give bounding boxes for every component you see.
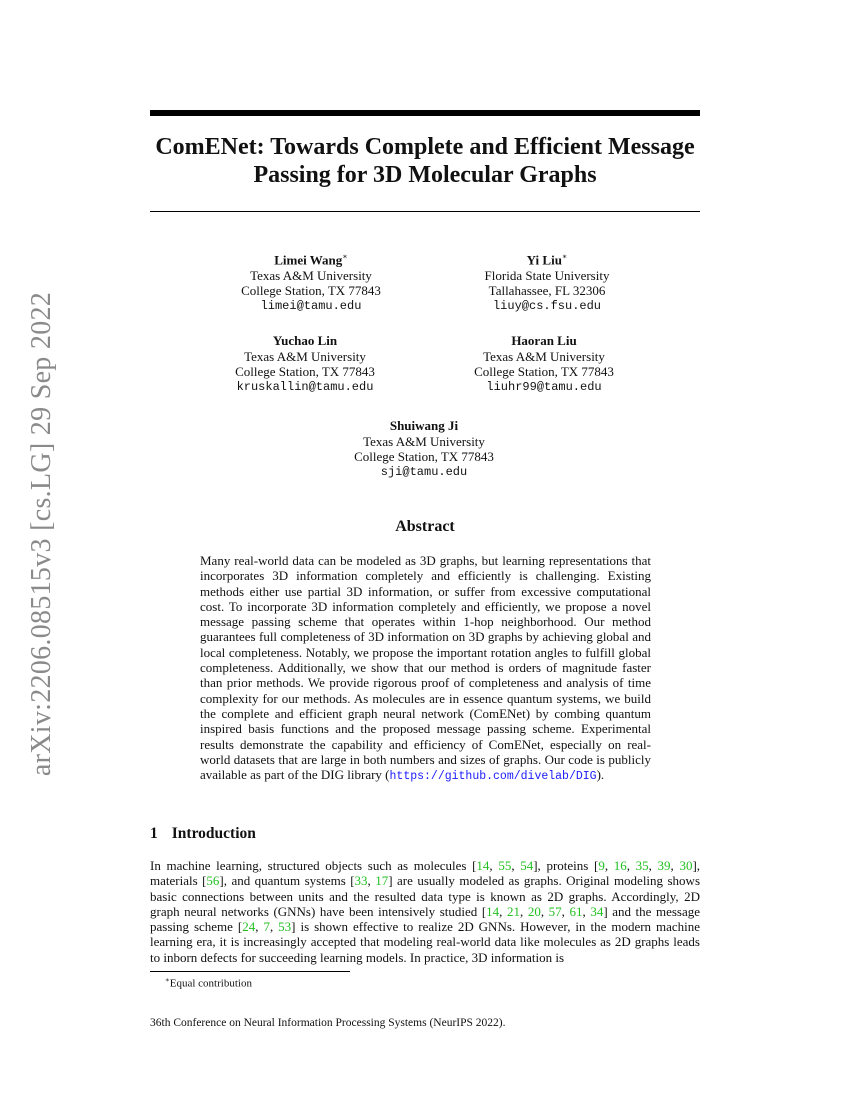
author-name: Haoran Liu	[511, 333, 577, 348]
intro-text: ], proteins [	[533, 858, 599, 873]
intro-text: ,	[255, 919, 264, 935]
intro-text: ], materials [	[150, 858, 701, 889]
author-affiliation: Texas A&M University	[363, 433, 485, 449]
author-affiliation: Texas A&M University	[250, 267, 372, 283]
abstract-heading: Abstract	[395, 518, 455, 535]
introduction-paragraph	[150, 858, 700, 965]
citation-link[interactable]: 55	[498, 858, 512, 873]
citation-link[interactable]: 30	[679, 858, 693, 873]
intro-text: ,	[626, 858, 636, 873]
section-heading	[150, 825, 256, 843]
equal-contribution-mark: ∗	[342, 252, 348, 261]
code-repository-link[interactable]: https://github.com/divelab/DIG	[389, 770, 597, 784]
intro-text: ,	[648, 858, 658, 873]
abstract-text	[200, 553, 651, 784]
citation-link[interactable]: 57	[548, 903, 562, 919]
section-title: Introduction	[171, 825, 256, 842]
author-block	[181, 249, 441, 314]
footnote	[165, 976, 252, 990]
abstract-end: ).	[596, 767, 605, 783]
equal-contribution-mark: ∗	[561, 252, 568, 261]
conference-note: 36th Conference on Neural Information Processing Systems (NeurIPS 2022).	[150, 1017, 506, 1029]
author-affiliation: Florida State University	[484, 267, 610, 283]
author-location: College Station, TX 77843	[235, 364, 375, 379]
intro-text: ,	[367, 873, 376, 889]
author-block	[175, 333, 435, 395]
citation-link[interactable]: 14	[486, 903, 500, 919]
citation-link[interactable]: 20	[527, 903, 541, 919]
intro-text: In machine learning, structured objects such as molecules [	[150, 858, 477, 873]
title-bottom-rule	[150, 211, 700, 212]
intro-text: ,	[499, 903, 507, 919]
citation-link[interactable]: 33	[354, 873, 368, 889]
intro-text: ,	[489, 858, 499, 873]
author-name: Yuchao Lin	[272, 333, 338, 348]
citation-link[interactable]: 21	[507, 903, 520, 919]
author-affiliation: Texas A&M University	[244, 348, 366, 364]
citation-link[interactable]: 61	[569, 903, 583, 919]
author-email: liuhr99@tamu.edu	[486, 379, 602, 394]
arxiv-identifier: arXiv:2206.08515v3 [cs.LG] 29 Sep 2022	[26, 291, 58, 777]
citation-link[interactable]: 56	[206, 873, 220, 889]
intro-text: ,	[269, 919, 279, 935]
author-location: College Station, TX 77843	[241, 283, 381, 299]
citation-link[interactable]: 24	[242, 919, 256, 935]
author-email: kruskallin@tamu.edu	[236, 379, 374, 394]
citation-link[interactable]: 53	[278, 919, 292, 935]
author-location: Tallahassee, FL 32306	[488, 283, 606, 299]
author-email: sji@tamu.edu	[380, 464, 468, 479]
intro-text: ,	[670, 858, 680, 873]
citation-link[interactable]: 34	[590, 903, 604, 919]
title-top-rule	[150, 110, 700, 116]
intro-text: ,	[604, 858, 614, 873]
intro-text: ], and quantum systems [	[219, 873, 355, 889]
author-email: limei@tamu.edu	[260, 298, 362, 313]
abstract-body: Many real-world data can be modeled as 3D graphs, but learning representations that incorporates 3D information completely and efficiently is challenging. Existing methods either use partial 3D information, or suffer from excessive computational cost. To incorporate 3D information completely and efficiently, we propose a novel message passing scheme that operates within 1-hop neighborhood. Our method guarantees full completeness of 3D information on 3D graphs by achieving global and local completeness. Notably, we propose the important rotation angles to fulfill global completeness. Additionally, we show that our method is orders of magnitude faster than prior methods. We provide rigorous proof of completeness and analysis of time complexity for our methods. As molecules are in essence quantum systems, we build the complete and efficient graph neural network (ComENet) by combing quantum inspired basis functions and the proposed message passing scheme. Experimental results demonstrate the capability and efficiency of ComENet, especially on real-world datasets that are large in both numbers and sizes of graphs. Our code is publicly available as part of the DIG library (	[200, 553, 651, 783]
citation-link[interactable]: 7	[263, 919, 270, 935]
citation-link[interactable]: 39	[657, 858, 671, 873]
paper-title: ComENet: Towards Complete and Efficient Message Passing for 3D Molecular Graphs	[155, 134, 695, 188]
author-block	[414, 333, 674, 395]
intro-text: ,	[582, 903, 591, 919]
intro-text: ,	[520, 903, 528, 919]
citation-link[interactable]: 54	[520, 858, 534, 873]
intro-text: ,	[561, 903, 570, 919]
citation-link[interactable]: 16	[613, 858, 627, 873]
footnote-rule	[150, 971, 350, 972]
author-name: Limei Wang	[274, 252, 343, 268]
author-block	[417, 249, 677, 314]
intro-text: ,	[511, 858, 521, 873]
author-name: Shuiwang Ji	[389, 418, 459, 433]
footnote-mark: ∗	[165, 976, 170, 984]
author-name: Yi Liu	[526, 252, 562, 268]
footnote-text: Equal contribution	[169, 977, 252, 990]
citation-link[interactable]: 35	[635, 858, 649, 873]
author-affiliation: Texas A&M University	[483, 348, 605, 364]
citation-link[interactable]: 17	[375, 873, 389, 889]
intro-text: ] are usually modeled as graphs. Original modeling shows basic connections between units and the resulted data type is known as 2D graphs. Accordingly, 2D graph neural networks (GNNs) have been intensively studied [	[150, 873, 700, 919]
intro-text: ,	[540, 903, 549, 919]
author-block	[294, 418, 554, 480]
citation-link[interactable]: 9	[598, 858, 605, 873]
author-email: liuy@cs.fsu.edu	[492, 298, 602, 313]
section-number: 1	[150, 825, 158, 842]
intro-text: ] and the message passing scheme [	[150, 903, 701, 935]
author-location: College Station, TX 77843	[474, 364, 614, 379]
author-location: College Station, TX 77843	[354, 449, 494, 464]
citation-link[interactable]: 14	[476, 858, 490, 873]
intro-text: ] is shown effective to realize 2D GNNs. However, in the modern machine learning era, it is increasingly accepted that modeling real-world data like molecules as 2D graphs leads to inborn defects for succeeding learning models. In practice, 3D information is	[150, 919, 701, 965]
